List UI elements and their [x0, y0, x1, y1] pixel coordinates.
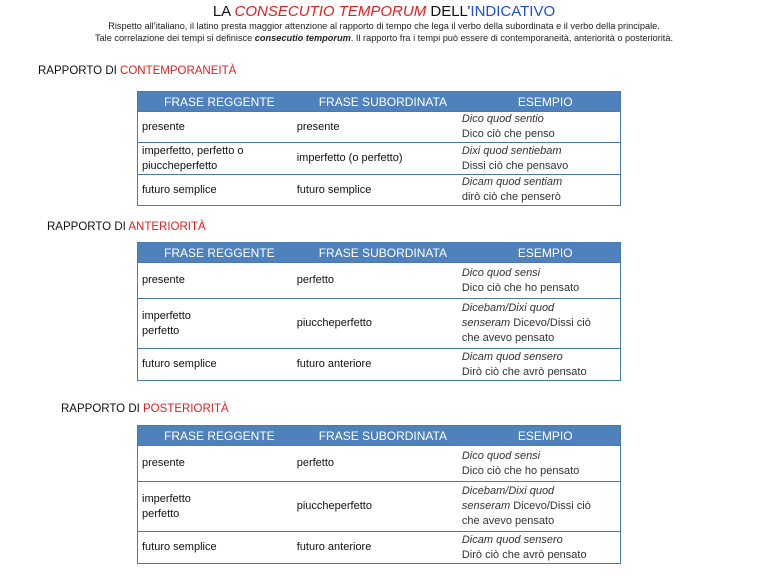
header-esempio: ESEMPIO: [458, 243, 621, 263]
cell-esempio: Dixi quod sentiebam Dissi ciò che pensavo: [458, 143, 621, 175]
table-anteriorita: [137, 242, 621, 381]
table-contemporaneita: [137, 91, 621, 206]
intro-keyword: consecutio temporum: [254, 33, 351, 43]
cell-esempio: Dicebam/Dixi quod senseram Dicevo/Dissi ciò che avevo pensato: [458, 482, 621, 532]
header-subordinata: FRASE SUBORDINATA: [293, 92, 458, 112]
table-header-row: [138, 243, 621, 263]
cell-esempio: Dicam quod sentiam dirò ciò che penserò: [458, 175, 621, 206]
section-label-anteriorita: RAPPORTO DI ANTERIORITÀ: [47, 221, 206, 233]
cell-subordinata: futuro anteriore: [293, 349, 458, 381]
cell-reggente: imperfetto perfetto: [138, 482, 293, 532]
table-posteriorita: [137, 425, 621, 564]
cell-reggente: futuro semplice: [138, 349, 293, 381]
section-label-contemporaneita: RAPPORTO DI CONTEMPORANEITÀ: [38, 65, 237, 77]
intro-text: [0, 20, 768, 44]
table-row: [138, 349, 621, 381]
header-subordinata: FRASE SUBORDINATA: [293, 426, 458, 446]
cell-reggente: futuro semplice: [138, 532, 293, 564]
title-blue-word: INDICATIVO: [470, 3, 556, 20]
table-header-row: [138, 426, 621, 446]
cell-subordinata: presente: [293, 112, 458, 143]
page-title: LA CONSECUTIO TEMPORUM DELL’INDICATIVO: [212, 3, 556, 20]
cell-esempio: Dico quod sentio Dico ciò che penso: [458, 112, 621, 143]
cell-esempio: Dico quod sensi Dico ciò che ho pensato: [458, 446, 621, 482]
table-row: [138, 263, 621, 299]
table-row: [138, 299, 621, 349]
cell-reggente: futuro semplice: [138, 175, 293, 206]
cell-reggente: presente: [138, 446, 293, 482]
header-subordinata: FRASE SUBORDINATA: [293, 243, 458, 263]
cell-esempio: Dicebam/Dixi quod senseram Dicevo/Dissi ciò che avevo pensato: [458, 299, 621, 349]
header-reggente: FRASE REGGENTE: [138, 426, 293, 446]
table-row: [138, 175, 621, 206]
header-esempio: ESEMPIO: [458, 92, 621, 112]
header-reggente: FRASE REGGENTE: [138, 243, 293, 263]
table-row: [138, 446, 621, 482]
table-row: [138, 532, 621, 564]
section-label-posteriorita: RAPPORTO DI POSTERIORITÀ: [61, 403, 229, 415]
intro-line-2: Tale correlazione dei tempi si definisce consecutio temporum. Il rapporto fra i tempi può essere di contemporaneità, anteriorità o posteriorità.: [94, 33, 674, 43]
cell-subordinata: piuccheperfetto: [293, 299, 458, 349]
cell-esempio: Dicam quod sensero Dirò ciò che avrò pensato: [458, 349, 621, 381]
cell-reggente: imperfetto perfetto: [138, 299, 293, 349]
cell-subordinata: perfetto: [293, 263, 458, 299]
header-reggente: FRASE REGGENTE: [138, 92, 293, 112]
header-esempio: ESEMPIO: [458, 426, 621, 446]
table-row: [138, 112, 621, 143]
cell-reggente: presente: [138, 112, 293, 143]
table-header-row: [138, 92, 621, 112]
intro-line-1: Rispetto all’italiano, il latino presta maggior attenzione al rapporto di tempo che lega il verbo della subordinata e il verbo della principale.: [108, 21, 660, 31]
cell-esempio: Dico quod sensi Dico ciò che ho pensato: [458, 263, 621, 299]
title-highlight: CONSECUTIO TEMPORUM: [234, 3, 427, 20]
table-row: [138, 482, 621, 532]
cell-reggente: imperfetto, perfetto o piuccheperfetto: [138, 143, 293, 175]
cell-subordinata: futuro semplice: [293, 175, 458, 206]
cell-subordinata: perfetto: [293, 446, 458, 482]
table-row: [138, 143, 621, 175]
cell-subordinata: imperfetto (o perfetto): [293, 143, 458, 175]
cell-subordinata: futuro anteriore: [293, 532, 458, 564]
cell-subordinata: piuccheperfetto: [293, 482, 458, 532]
cell-esempio: Dicam quod sensero Dirò ciò che avrò pensato: [458, 532, 621, 564]
cell-reggente: presente: [138, 263, 293, 299]
